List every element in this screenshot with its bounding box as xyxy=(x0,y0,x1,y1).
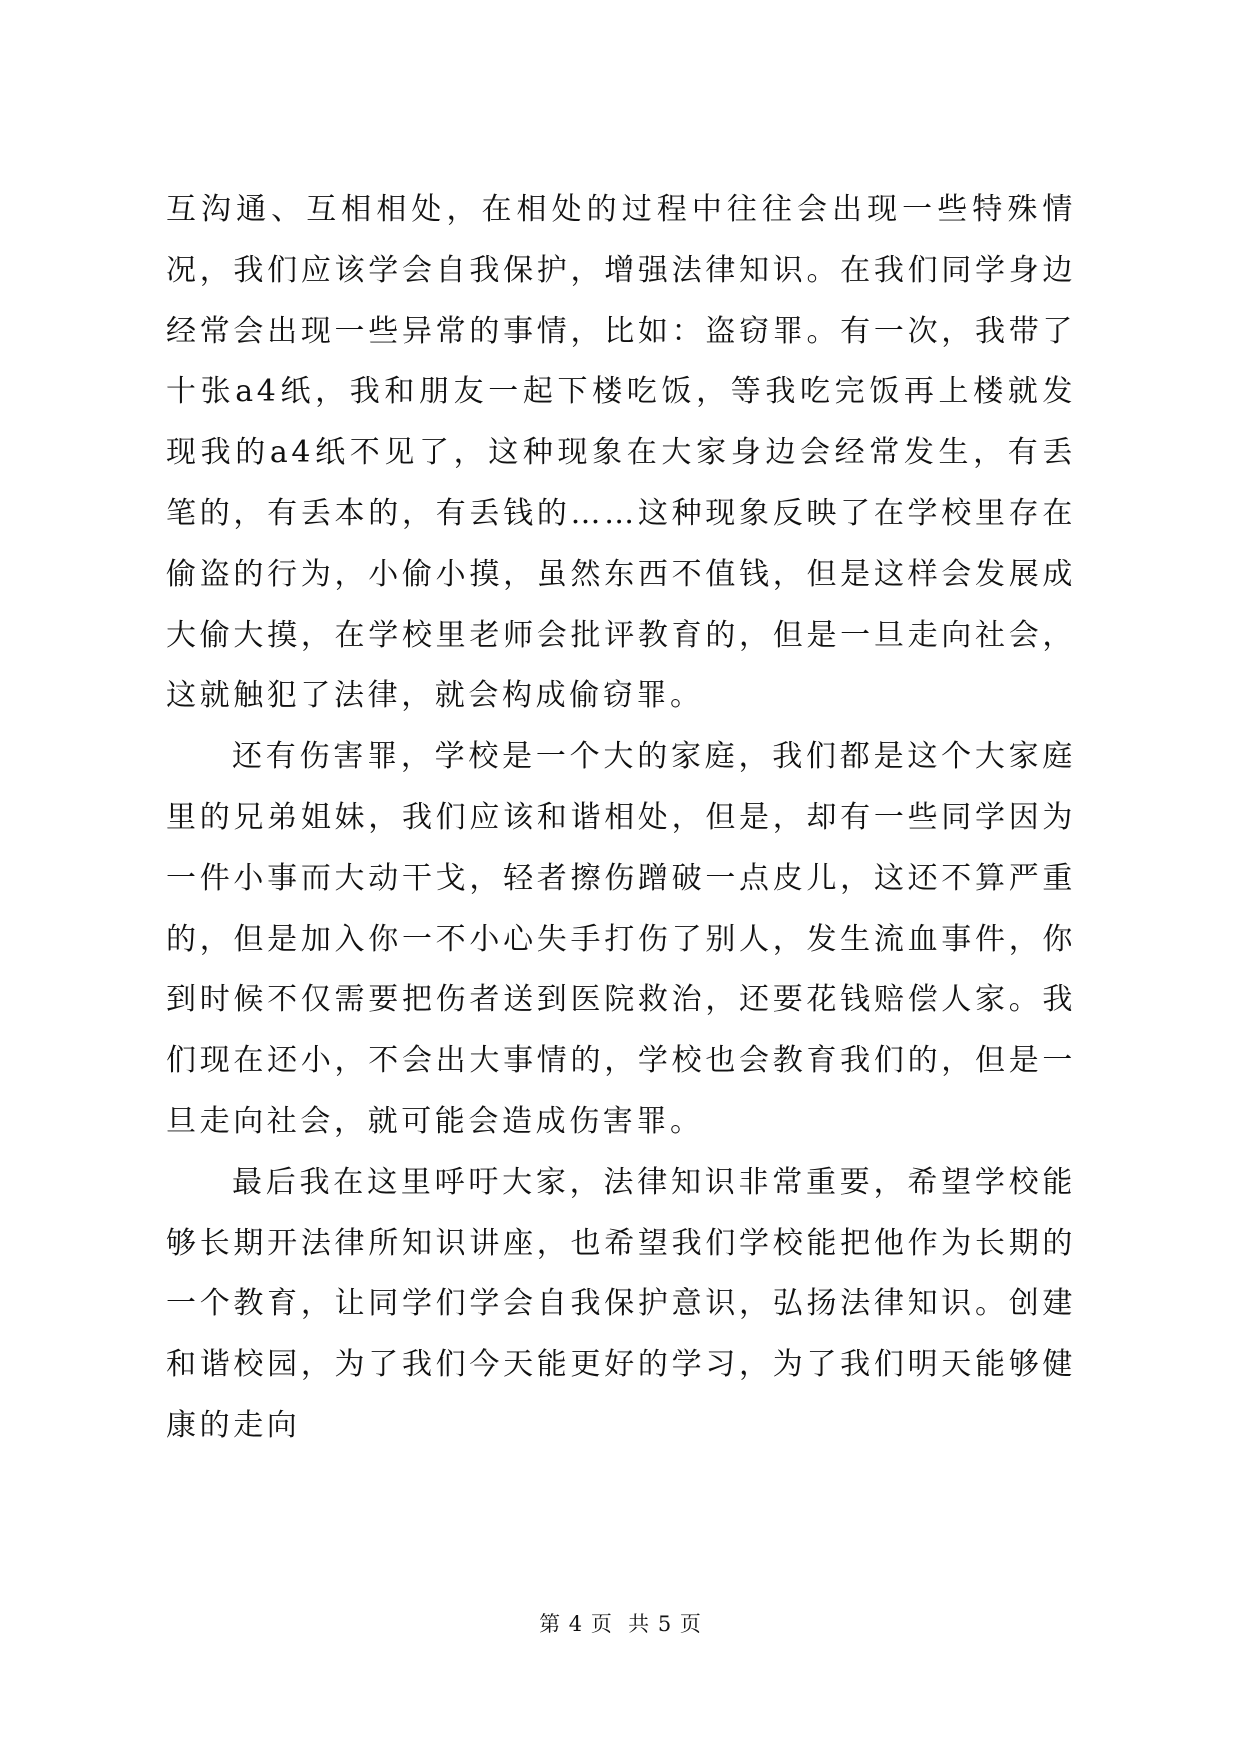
paragraph-theft: 互沟通、互相相处，在相处的过程中往往会出现一些特殊情况，我们应该学会自我保护，增强法律知识。在我们同学身边经常会出现一些异常的事情，比如：盗窃罪。有一次，我带了十张a4纸，我和朋友一起下楼吃饭，等我吃完饭再上楼就发现我的a4纸不见了，这种现象在大家身边会经常发生，有丢笔的，有丢本的，有丢钱的……这种现象反映了在学校里存在偷盗的行为，小偷小摸，虽然东西不值钱，但是这样会发展成大偷大摸，在学校里老师会批评教育的，但是一旦走向社会，这就触犯了法律，就会构成偷窃罪。 xyxy=(166,192,1076,714)
paragraph-injury: 还有伤害罪，学校是一个大的家庭，我们都是这个大家庭里的兄弟姐妹，我们应该和谐相处，但是，却有一些同学因为一件小事而大动干戈，轻者擦伤蹭破一点皮儿，这还不算严重的，但是加入你一不小心失手打伤了别人，发生流血事件，你到时候不仅需要把伤者送到医院救治，还要花钱赔偿人家。我们现在还小，不会出大事情的，学校也会教育我们的，但是一旦走向社会，就可能会造成伤害罪。 xyxy=(166,739,1076,1139)
paragraph-conclusion: 最后我在这里呼吁大家，法律知识非常重要，希望学校能够长期开法律所知识讲座，也希望我们学校能把他作为长期的一个教育，让同学们学会自我保护意识，弘扬法律知识。创建和谐校园，为了我们今天能更好的学习，为了我们明天能够健康的走向 xyxy=(166,1164,1076,1443)
document-body xyxy=(166,180,1076,1457)
page-number: 第 4 页 共 5 页 xyxy=(539,1612,702,1636)
page-footer xyxy=(0,1609,1241,1639)
